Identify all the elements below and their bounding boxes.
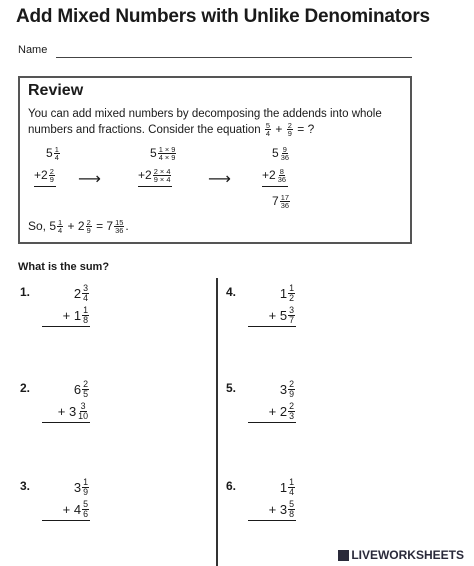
eq-fraction-1: $\frac{5}{4}$ (265, 121, 271, 139)
review-summary: So, 5 $\frac{1}{4}$ + 2 $\frac{2}{9}$ = 7 $\frac{15}{36}$ . (28, 218, 129, 236)
review-equation: $\frac{5}{4}$ + $\frac{2}{9}$ = ? (265, 121, 315, 139)
addend-bottom: + 5 $\frac{3}{7}$ (248, 304, 296, 327)
step2-top: 5 $\frac{1 \times 9}{4 \times 9}$ (150, 145, 176, 163)
problem-number: 3. (20, 479, 31, 493)
problem-expression (42, 378, 90, 423)
addend-bottom: + 2 $\frac{2}{3}$ (248, 400, 296, 423)
problem-number: 6. (226, 479, 237, 493)
answer-space[interactable] (42, 524, 90, 544)
name-line[interactable] (56, 57, 412, 58)
problem-expression (42, 476, 90, 521)
problem-number: 5. (226, 381, 237, 395)
step1-top: 5 $\frac{1}{4}$ (46, 145, 59, 163)
problem-number: 4. (226, 285, 237, 299)
column-divider (216, 278, 218, 566)
problem-expression (42, 282, 90, 327)
logo-icon (338, 550, 349, 561)
addend-bottom: + 3 $\frac{3}{10}$ (42, 400, 90, 423)
addend-top: 3 $\frac{2}{9}$ (279, 378, 294, 399)
answer-space[interactable] (42, 426, 90, 446)
question-heading: What is the sum? (18, 261, 110, 273)
addend-bottom: + 3 $\frac{5}{8}$ (248, 498, 296, 521)
eq-fraction-2: $\frac{2}{9}$ (287, 121, 292, 139)
addend-top: 6 $\frac{2}{5}$ (73, 378, 88, 399)
step1-bottom: +2 $\frac{2}{9}$ (34, 168, 56, 187)
problem-expression (248, 282, 296, 327)
problem-number: 1. (20, 285, 31, 299)
answer-space[interactable] (42, 330, 90, 350)
addend-top: 2 $\frac{3}{4}$ (73, 282, 88, 303)
addend-top: 1 $\frac{1}{2}$ (279, 282, 294, 303)
addend-bottom: + 1 $\frac{1}{8}$ (42, 304, 90, 327)
review-intro: You can add mixed numbers by decomposing the addends into whole numbers and fractions. Consider the equation (28, 108, 382, 137)
liveworksheets-logo: LIVEWORKSHEETS (338, 548, 464, 562)
problem-number: 2. (20, 381, 31, 395)
name-label: Name (18, 44, 48, 56)
answer-space[interactable] (248, 426, 296, 446)
step3-top: 5 $\frac{9}{36}$ (272, 145, 289, 163)
review-heading: Review (28, 82, 84, 99)
problem-expression (248, 476, 296, 521)
arrow-icon-2: ⟶ (208, 171, 231, 188)
page-title: Add Mixed Numbers with Unlike Denominators (16, 6, 430, 27)
addend-bottom: + 4 $\frac{5}{6}$ (42, 498, 90, 521)
review-text (28, 107, 408, 138)
problem-expression (248, 378, 296, 423)
addend-top: 1 $\frac{1}{4}$ (279, 476, 294, 497)
step3-sum: 7 $\frac{17}{36}$ (272, 193, 289, 211)
answer-space[interactable] (248, 330, 296, 350)
addend-top: 3 $\frac{1}{9}$ (73, 476, 88, 497)
step2-bottom: +2 $\frac{2 \times 4}{9 \times 4}$ (138, 168, 172, 187)
answer-space[interactable] (248, 524, 296, 544)
step3-bottom: +2 $\frac{8}{36}$ (262, 168, 288, 187)
arrow-icon: ⟶ (78, 171, 101, 188)
